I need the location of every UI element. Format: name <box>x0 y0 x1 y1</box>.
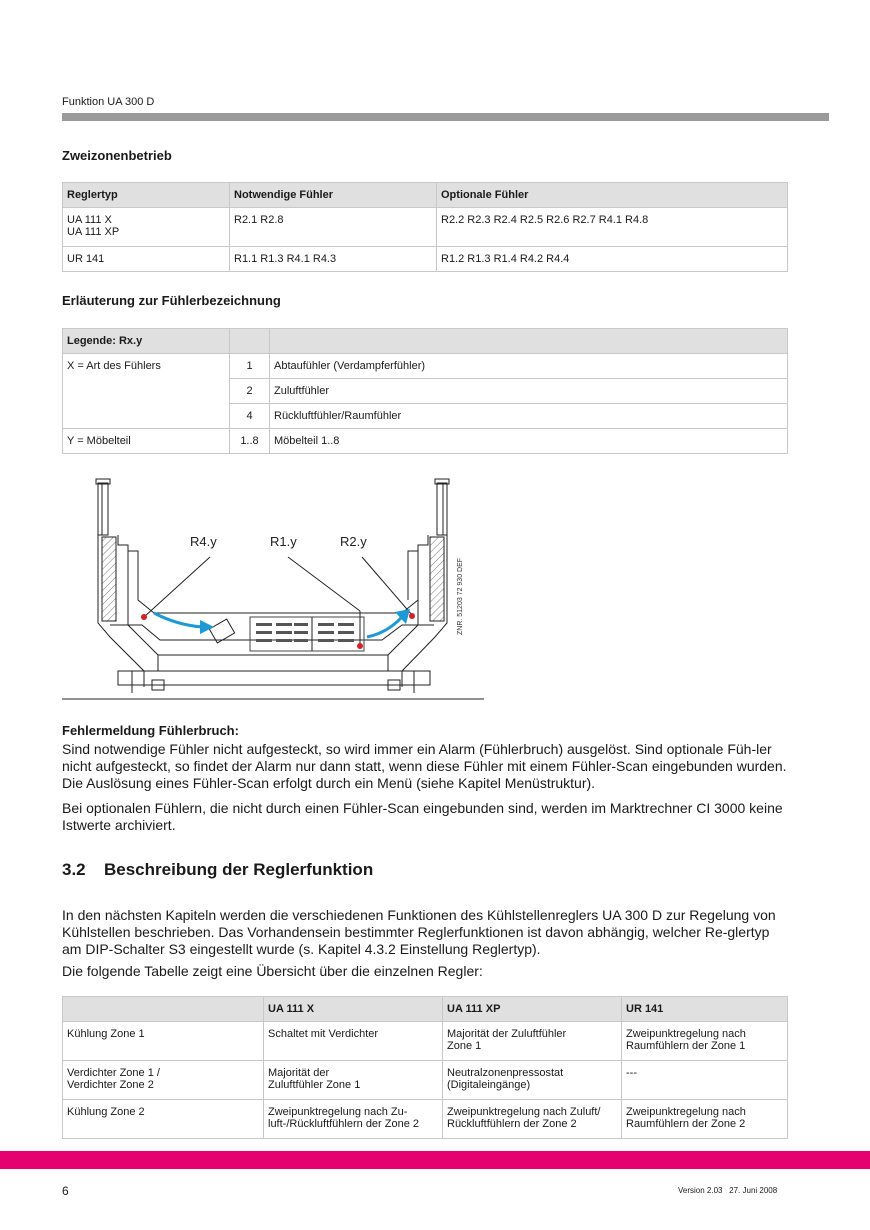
zone-col-optionale: Optionale Fühler <box>437 183 788 208</box>
zone-heading: Zweizonenbetrieb <box>62 148 172 163</box>
table-cell: 4 <box>230 404 270 429</box>
table-cell: Abtaufühler (Verdampferfühler) <box>270 354 788 379</box>
version-info: Version 2.03 27. Juni 2008 <box>678 1186 778 1195</box>
table-cell: Zweipunktregelung nach Raumfühlern der Zone 1 <box>622 1022 788 1061</box>
label-r2: R2.y <box>340 534 367 549</box>
error-paragraph-2: Bei optionalen Fühlern, die nicht durch einen Fühler-Scan eingebunden sind, werden im Marktrechner CI 3000 keine Istwerte archiviert. <box>62 800 783 833</box>
refrigerated-case-drawing <box>62 475 487 705</box>
sensor-r1-dot <box>357 643 363 649</box>
section-title <box>62 860 373 880</box>
table-cell: 1 <box>230 354 270 379</box>
table-cell: --- <box>622 1061 788 1100</box>
table-cell: Möbelteil 1..8 <box>270 429 788 454</box>
table-row <box>63 1100 788 1139</box>
table-cell: Kühlung Zone 1 <box>63 1022 264 1061</box>
table-cell: Kühlung Zone 2 <box>63 1100 264 1139</box>
sensor-r2-dot <box>409 613 415 619</box>
table-cell: 1..8 <box>230 429 270 454</box>
section-paragraph-2: Die folgende Tabelle zeigt eine Übersicht über die einzelnen Regler: <box>62 963 483 979</box>
table-cell: Majorität der Zuluftfühler Zone 1 <box>264 1061 443 1100</box>
table-cell: Schaltet mit Verdichter <box>264 1022 443 1061</box>
sensor-diagram <box>62 475 487 705</box>
sensor-r4-dot <box>141 614 147 620</box>
table-row <box>63 1022 788 1061</box>
section-number: 3.2 <box>62 860 86 879</box>
table-cell: UR 141 <box>63 247 230 272</box>
table-cell: Majorität der Zuluftfühler Zone 1 <box>443 1022 622 1061</box>
table-cell: R2.2 R2.3 R2.4 R2.5 R2.6 R2.7 R4.1 R4.8 <box>437 208 788 247</box>
table-row <box>63 247 788 272</box>
footer-accent-bar <box>0 1151 870 1169</box>
table-cell: Zweipunktregelung nach Zu- luft-/Rückluftfühlern der Zone 2 <box>264 1100 443 1139</box>
overview-col-ua111xp: UA 111 XP <box>443 997 622 1022</box>
legend-x-label: X = Art des Fühlers <box>63 354 230 429</box>
table-row <box>63 354 788 379</box>
running-header: Funktion UA 300 D <box>62 96 155 108</box>
page-number: 6 <box>62 1184 69 1198</box>
table-row <box>63 208 788 247</box>
section-title-text: Beschreibung der Reglerfunktion <box>104 860 374 879</box>
error-heading: Fehlermeldung Fühlerbruch: <box>62 723 239 738</box>
label-r1: R1.y <box>270 534 297 549</box>
zone-col-reglertyp: Reglertyp <box>63 183 230 208</box>
table-row <box>63 429 788 454</box>
table-cell: Rückluftfühler/Raumfühler <box>270 404 788 429</box>
zone-table <box>62 182 788 272</box>
table-cell: 2 <box>230 379 270 404</box>
table-row <box>63 1061 788 1100</box>
error-paragraph-1: Sind notwendige Fühler nicht aufgesteckt, so wird immer ein Alarm (Fühlerbruch) ausgelöst. Sind optionale Füh-ler nicht aufgesteckt, so findet der Alarm nur dann statt, wenn diese Fühler mit einem Fühler-Scan eingebunden wurden. Die Auslösung eines Fühler-Scan erfolgt durch ein Menü (siehe Kapitel Menüstruktur). <box>62 741 787 791</box>
overview-col-ur141: UR 141 <box>622 997 788 1022</box>
table-cell: R1.2 R1.3 R1.4 R4.2 R4.4 <box>437 247 788 272</box>
table-cell: UA 111 X UA 111 XP <box>63 208 230 247</box>
legend-header: Legende: Rx.y <box>63 329 230 354</box>
legend-y-label: Y = Möbelteil <box>63 429 230 454</box>
label-r4: R4.y <box>190 534 217 549</box>
table-cell: R1.1 R1.3 R4.1 R4.3 <box>230 247 437 272</box>
table-cell: Zuluftfühler <box>270 379 788 404</box>
legend-heading: Erläuterung zur Fühlerbezeichnung <box>62 293 281 308</box>
overview-col-empty <box>63 997 264 1022</box>
section-paragraph-1: In den nächsten Kapiteln werden die verschiedenen Funktionen des Kühlstellenreglers UA 300 D zur Regelung von Kühlstellen beschrieben. Das Vorhandensein bestimmter Reglerfunktionen ist davon abhängig, welcher Re-glertyp am DIP-Schalter S3 eingestellt wurde (s. Kapitel 4.3.2 Einstellung Reglertyp). <box>62 907 776 957</box>
table-cell: Zweipunktregelung nach Zuluft/ Rückluftfühlern der Zone 2 <box>443 1100 622 1139</box>
table-cell: R2.1 R2.8 <box>230 208 437 247</box>
table-cell: Verdichter Zone 1 / Verdichter Zone 2 <box>63 1061 264 1100</box>
overview-col-ua111x: UA 111 X <box>264 997 443 1022</box>
zone-col-notwendige: Notwendige Fühler <box>230 183 437 208</box>
header-divider <box>62 113 829 121</box>
legend-table <box>62 328 788 454</box>
overview-table <box>62 996 788 1139</box>
table-cell: Neutralzonenpressostat (Digitaleingänge) <box>443 1061 622 1100</box>
drawing-number: ZNR. 51203 72 930 DEF <box>457 557 464 635</box>
table-cell: Zweipunktregelung nach Raumfühlern der Zone 2 <box>622 1100 788 1139</box>
